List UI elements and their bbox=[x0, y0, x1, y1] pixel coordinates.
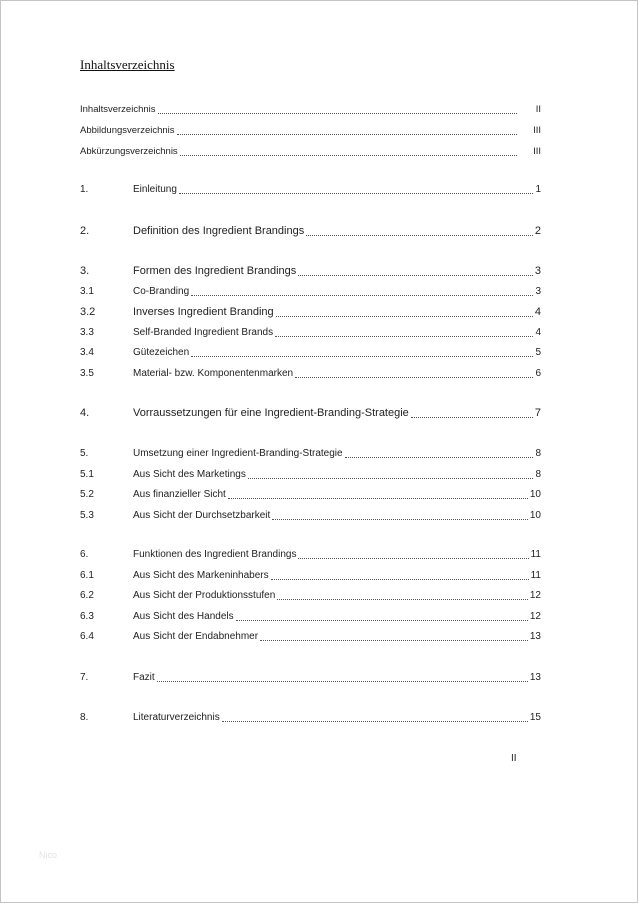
toc-entry[interactable] bbox=[80, 630, 541, 644]
toc-entry-text: Material- bzw. Komponentenmarken bbox=[133, 368, 294, 379]
watermark: Nico bbox=[39, 850, 58, 860]
toc-entry[interactable] bbox=[80, 569, 541, 583]
toc-entry-page: III bbox=[533, 146, 541, 157]
toc-entry-text: Literaturverzeichnis bbox=[133, 712, 220, 723]
toc-entry-number: 5.2 bbox=[80, 489, 94, 500]
toc-leader bbox=[236, 620, 528, 621]
toc-entry[interactable] bbox=[80, 346, 541, 360]
toc-entry-page: II bbox=[535, 104, 541, 115]
toc-entry[interactable] bbox=[80, 224, 541, 239]
toc-entry-number: 4. bbox=[80, 407, 90, 419]
toc-entry[interactable] bbox=[80, 509, 541, 523]
toc-entry-page: 13 bbox=[529, 631, 541, 642]
toc-entry-page: 6 bbox=[535, 368, 541, 379]
toc-leader bbox=[277, 599, 528, 600]
toc-entry-text: Aus Sicht der Produktionsstufen bbox=[133, 590, 276, 601]
toc-entry-front[interactable] bbox=[80, 124, 541, 138]
toc-entry-page: 3 bbox=[534, 265, 541, 277]
toc-entry-text: Aus finanzieller Sicht bbox=[133, 489, 226, 500]
toc-entry-number: 6.1 bbox=[80, 570, 94, 581]
toc-leader bbox=[345, 457, 534, 458]
toc-entry[interactable] bbox=[80, 711, 541, 725]
toc-entry-text: Aus Sicht der Durchsetzbarkeit bbox=[133, 510, 271, 521]
toc-leader bbox=[275, 336, 533, 337]
toc-entry-number: 3.2 bbox=[80, 306, 96, 318]
toc-leader bbox=[295, 377, 533, 378]
toc-leader bbox=[222, 721, 528, 722]
toc-entry-number: 8. bbox=[80, 712, 89, 723]
toc-entry-number: 6. bbox=[80, 549, 89, 560]
toc-entry-text: Fazit bbox=[133, 672, 155, 683]
toc-leader bbox=[248, 478, 534, 479]
toc-entry-number: 5.3 bbox=[80, 510, 94, 521]
toc-entry-page: III bbox=[533, 125, 541, 136]
toc-entry-number: 5. bbox=[80, 448, 89, 459]
toc-leader bbox=[271, 579, 529, 580]
toc-entry-page: 4 bbox=[534, 306, 541, 318]
toc-leader bbox=[411, 417, 533, 418]
toc-entry-text: Inhaltsverzeichnis bbox=[80, 104, 156, 115]
toc-entry[interactable] bbox=[80, 610, 541, 624]
toc-leader bbox=[276, 316, 533, 317]
toc-entry-page: 5 bbox=[535, 347, 541, 358]
toc-entry-page: 1 bbox=[535, 184, 541, 195]
toc-entry-text: Gütezeichen bbox=[133, 347, 190, 358]
toc-entry-page: 2 bbox=[534, 225, 541, 237]
toc-leader bbox=[157, 681, 528, 682]
toc-leader bbox=[298, 558, 528, 559]
toc-entry[interactable] bbox=[80, 671, 541, 685]
toc-leader bbox=[158, 113, 517, 114]
toc-entry-page: 4 bbox=[535, 327, 541, 338]
toc-entry-number: 2. bbox=[80, 225, 90, 237]
toc-entry-number: 3.1 bbox=[80, 286, 94, 297]
toc-entry[interactable] bbox=[80, 468, 541, 482]
toc-entry-front[interactable] bbox=[80, 103, 541, 117]
toc-leader bbox=[228, 498, 528, 499]
toc-entry[interactable] bbox=[80, 488, 541, 502]
toc-entry-text: Self-Branded Ingredient Brands bbox=[133, 327, 274, 338]
toc-entry-text: Vorraussetzungen für eine Ingredient-Branding-Strategie bbox=[133, 407, 409, 419]
toc-entry-page: 12 bbox=[529, 590, 541, 601]
toc-entry-page: 11 bbox=[530, 570, 541, 581]
toc-entry-page: 7 bbox=[534, 407, 541, 419]
toc-entry[interactable] bbox=[80, 548, 541, 562]
toc-entry-text: Aus Sicht der Endabnehmer bbox=[133, 631, 259, 642]
toc-entry[interactable] bbox=[80, 305, 541, 320]
toc-entry[interactable] bbox=[80, 589, 541, 603]
toc-leader bbox=[177, 134, 517, 135]
toc-entry-number: 6.2 bbox=[80, 590, 94, 601]
toc-entry[interactable] bbox=[80, 285, 541, 299]
toc-entry-number: 7. bbox=[80, 672, 89, 683]
page-title: Inhaltsverzeichnis bbox=[80, 57, 175, 72]
toc-leader bbox=[306, 235, 533, 236]
toc-entry-text: Definition des Ingredient Brandings bbox=[133, 225, 305, 237]
toc-entry-number: 3.4 bbox=[80, 347, 94, 358]
toc-entry-number: 6.4 bbox=[80, 631, 94, 642]
toc-entry-page: 11 bbox=[530, 549, 541, 560]
toc-entry-number: 5.1 bbox=[80, 469, 94, 480]
page-number: II bbox=[511, 753, 517, 764]
toc-entry[interactable] bbox=[80, 406, 541, 421]
toc-entry-page: 8 bbox=[535, 448, 541, 459]
toc-entry-text: Funktionen des Ingredient Brandings bbox=[133, 549, 297, 560]
toc-entry-number: 3.3 bbox=[80, 327, 94, 338]
toc-leader bbox=[191, 356, 533, 357]
toc-leader bbox=[298, 275, 533, 276]
toc-entry[interactable] bbox=[80, 367, 541, 381]
toc-entry-text: Aus Sicht des Handels bbox=[133, 611, 234, 622]
toc-entry-page: 8 bbox=[535, 469, 541, 480]
toc-entry-text: Inverses Ingredient Branding bbox=[133, 306, 274, 318]
toc-leader bbox=[191, 295, 533, 296]
toc-entry[interactable] bbox=[80, 264, 541, 279]
toc-entry[interactable] bbox=[80, 447, 541, 461]
toc-entry-text: Aus Sicht des Marketings bbox=[133, 469, 246, 480]
toc-entry-number: 3.5 bbox=[80, 368, 94, 379]
toc-entry-number: 1. bbox=[80, 184, 89, 195]
toc-entry[interactable] bbox=[80, 326, 541, 340]
toc-entry-text: Formen des Ingredient Brandings bbox=[133, 265, 297, 277]
toc-entry-page: 15 bbox=[529, 712, 541, 723]
toc-entry-page: 10 bbox=[529, 489, 541, 500]
toc-entry-text: Abbildungsverzeichnis bbox=[80, 125, 175, 136]
toc-leader bbox=[272, 519, 528, 520]
toc-entry-page: 12 bbox=[529, 611, 541, 622]
toc-entry-text: Umsetzung einer Ingredient-Branding-Strategie bbox=[133, 448, 343, 459]
toc-leader bbox=[180, 155, 517, 156]
toc-entry[interactable] bbox=[80, 183, 541, 197]
toc-entry-text: Aus Sicht des Markeninhabers bbox=[133, 570, 269, 581]
toc-leader bbox=[179, 193, 534, 194]
toc-leader bbox=[260, 640, 528, 641]
toc-entry-text: Co-Branding bbox=[133, 286, 190, 297]
toc-entry-text: Abkürzungsverzeichnis bbox=[80, 146, 178, 157]
toc-entry-page: 13 bbox=[529, 672, 541, 683]
toc-entry-page: 10 bbox=[529, 510, 541, 521]
toc-entry-number: 3. bbox=[80, 265, 90, 277]
toc-entry-text: Einleitung bbox=[133, 184, 177, 195]
toc-entry-page: 3 bbox=[535, 286, 541, 297]
toc-entry-number: 6.3 bbox=[80, 611, 94, 622]
toc-entry-front[interactable] bbox=[80, 145, 541, 159]
